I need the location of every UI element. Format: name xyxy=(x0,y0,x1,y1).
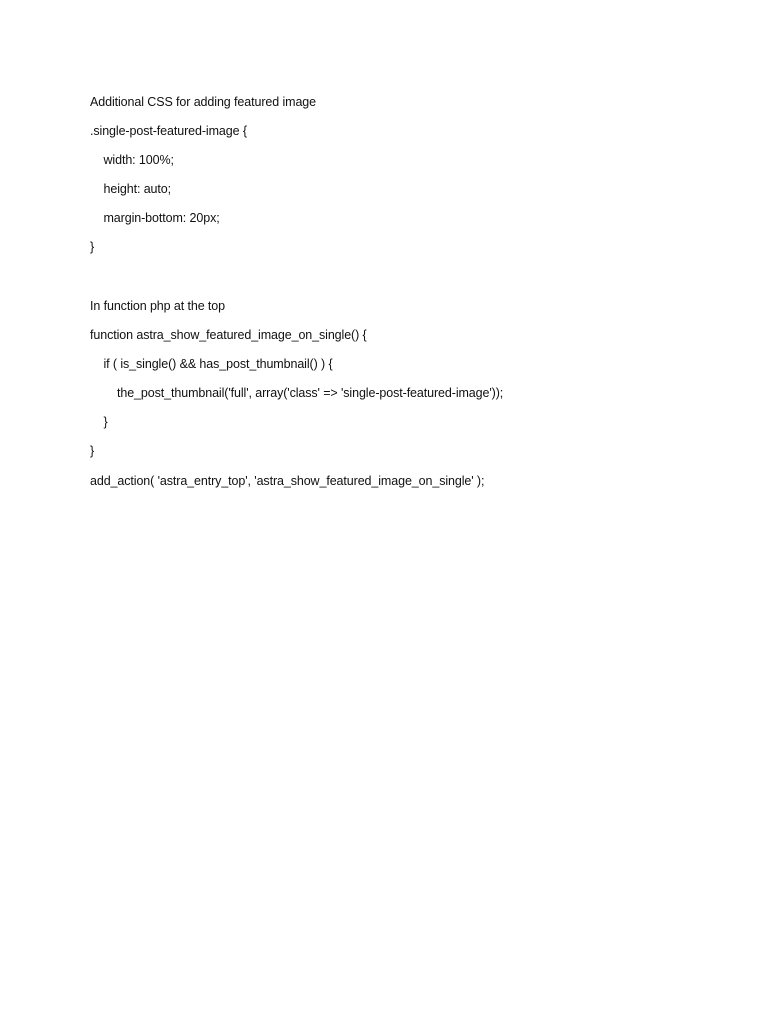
css-section-heading: Additional CSS for adding featured image xyxy=(90,95,317,109)
code-line: function astra_show_featured_image_on_single() { xyxy=(90,328,367,342)
code-line: add_action( 'astra_entry_top', 'astra_show_featured_image_on_single' ); xyxy=(90,474,485,488)
code-line: } xyxy=(90,240,95,254)
code-line: height: auto; xyxy=(90,182,171,196)
code-line: width: 100%; xyxy=(90,153,174,167)
code-line: } xyxy=(90,415,108,429)
code-line: the_post_thumbnail('full', array('class' => 'single-post-featured-image')); xyxy=(90,386,504,400)
php-section-heading: In function php at the top xyxy=(90,299,226,313)
code-line: } xyxy=(90,444,95,458)
code-line: margin-bottom: 20px; xyxy=(90,211,220,225)
code-line: if ( is_single() && has_post_thumbnail() ) { xyxy=(90,357,333,371)
code-line: .single-post-featured-image { xyxy=(90,124,247,138)
